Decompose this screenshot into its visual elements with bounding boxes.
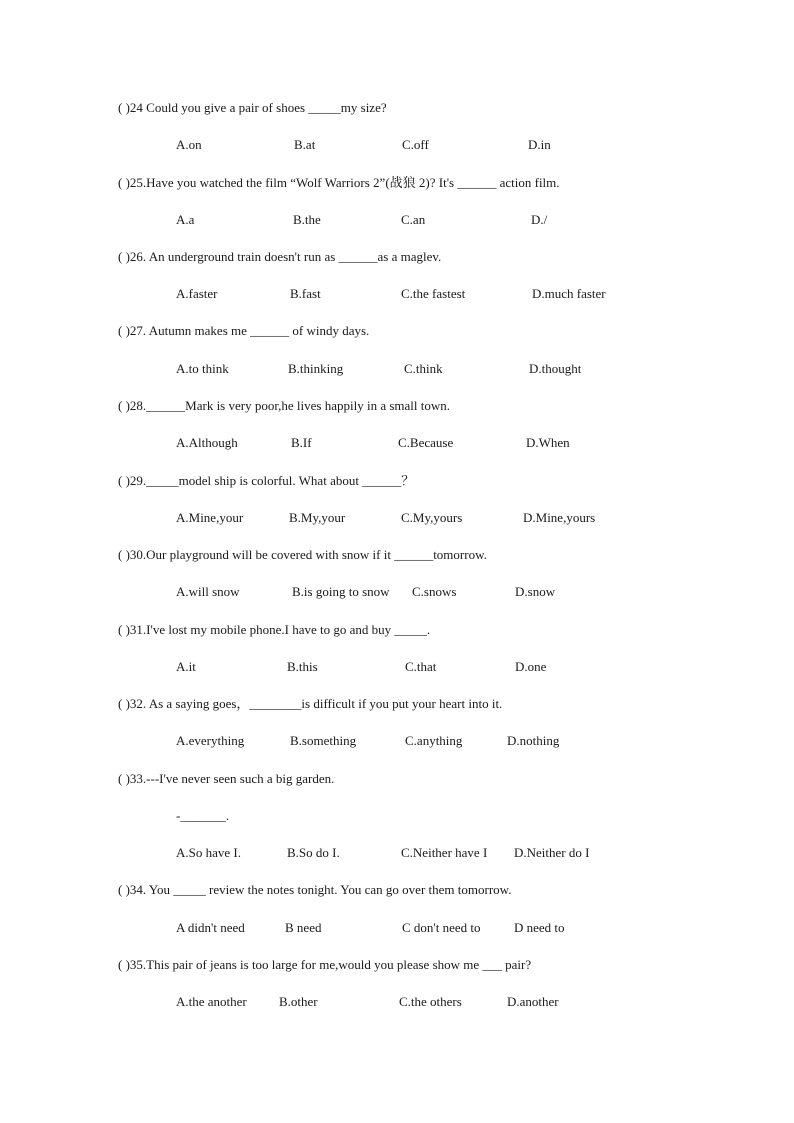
question-31-options [176, 659, 736, 675]
option-d: D.one [515, 659, 547, 674]
option-a: A.on [176, 137, 202, 152]
option-b: B.at [294, 137, 316, 152]
option-a: A.it [176, 659, 196, 674]
option-d: D.nothing [507, 733, 560, 748]
option-d: D.When [526, 435, 570, 450]
question-33-reply: -_______. [176, 808, 230, 823]
option-c: C.Because [398, 435, 454, 450]
option-c: C.anything [405, 733, 463, 748]
option-c: C.My,yours [401, 510, 463, 525]
option-b: B.something [290, 733, 357, 748]
question-33-options [176, 845, 736, 861]
question-27-stem: ( )27. Autumn makes me ______ of windy days. [118, 323, 370, 338]
question-30-options [176, 584, 736, 600]
question-31-stem: ( )31.I've lost my mobile phone.I have to go and buy _____. [118, 622, 431, 637]
question-34-stem: ( )34. You _____ review the notes tonight. You can go over them tomorrow. [118, 882, 512, 897]
option-c: C.Neither have I [401, 845, 488, 860]
question-25-stem: ( )25.Have you watched the film “Wolf Warriors 2”(战狼 2)? It's ______ action film. [118, 175, 560, 190]
question-32-options [176, 733, 736, 749]
question-24-stem: ( )24 Could you give a pair of shoes _____my size? [118, 100, 387, 115]
option-d: D.thought [529, 361, 582, 376]
option-b: B.this [287, 659, 318, 674]
question-33-stem: ( )33.---I've never seen such a big garden. [118, 771, 335, 786]
question-32-stem: ( )32. As a saying goes，________is difficult if you put your heart into it. [118, 696, 503, 711]
option-b: B.If [291, 435, 312, 450]
question-35-options [176, 994, 736, 1010]
option-b: B.fast [290, 286, 321, 301]
option-d: D.another [507, 994, 559, 1009]
option-b: B.is going to snow [292, 584, 390, 599]
option-c: C.that [405, 659, 437, 674]
option-d: D.Neither do I [514, 845, 590, 860]
option-a: A.Mine,your [176, 510, 244, 525]
option-d: D./ [531, 212, 548, 227]
question-26-options [176, 286, 736, 302]
option-d: D.much faster [532, 286, 606, 301]
question-35-stem: ( )35.This pair of jeans is too large for me,would you please show me ___ pair? [118, 957, 532, 972]
option-c: C.the others [399, 994, 462, 1009]
option-b: B.other [279, 994, 318, 1009]
option-a: A.the another [176, 994, 247, 1009]
question-26-stem: ( )26. An underground train doesn't run as ______as a maglev. [118, 249, 442, 264]
question-24-options [176, 137, 736, 153]
option-a: A.faster [176, 286, 218, 301]
option-a: A didn't need [176, 920, 245, 935]
question-25-options [176, 212, 736, 228]
option-c: C.off [402, 137, 429, 152]
option-a: A.to think [176, 361, 229, 376]
question-29-stem: ( )29._____model ship is colorful. What about ______？ [118, 473, 415, 488]
question-30-stem: ( )30.Our playground will be covered with snow if it ______tomorrow. [118, 547, 487, 562]
option-c: C.an [401, 212, 426, 227]
option-a: A.will snow [176, 584, 240, 599]
question-29-options [176, 510, 736, 526]
question-28-options [176, 435, 736, 451]
option-a: A.a [176, 212, 195, 227]
option-c: C.snows [412, 584, 457, 599]
option-d: D need to [514, 920, 565, 935]
question-34-options [176, 920, 736, 936]
option-b: B.So do I. [287, 845, 340, 860]
option-c: C don't need to [402, 920, 481, 935]
option-a: A.So have I. [176, 845, 241, 860]
option-a: A.everything [176, 733, 245, 748]
option-b: B.the [293, 212, 321, 227]
option-d: D.snow [515, 584, 556, 599]
question-27-options [176, 361, 736, 377]
option-d: D.in [528, 137, 551, 152]
option-c: C.think [404, 361, 443, 376]
option-a: A.Although [176, 435, 238, 450]
option-b: B.thinking [288, 361, 344, 376]
option-b: B need [285, 920, 322, 935]
option-b: B.My,your [289, 510, 346, 525]
option-c: C.the fastest [401, 286, 466, 301]
question-28-stem: ( )28.______Mark is very poor,he lives happily in a small town. [118, 398, 451, 413]
option-d: D.Mine,yours [523, 510, 596, 525]
